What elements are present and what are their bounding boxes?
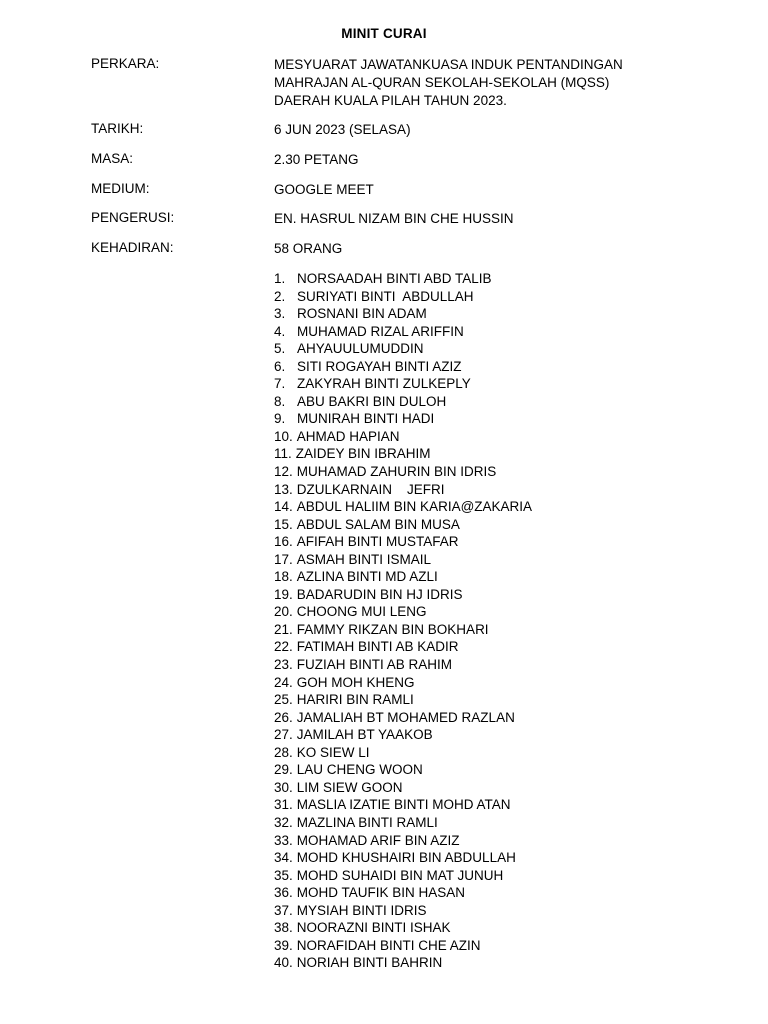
attendee-name: MOHD KHUSHAIRI BIN ABDULLAH bbox=[296, 850, 516, 866]
attendee-name: NOORAZNI BINTI ISHAK bbox=[296, 920, 451, 936]
attendee-number: 2. bbox=[274, 288, 286, 304]
list-item bbox=[274, 902, 532, 920]
attendee-number: 4. bbox=[274, 323, 286, 339]
attendee-name: NORIAH BINTI BAHRIN bbox=[296, 955, 443, 971]
attendee-number: 29. bbox=[274, 762, 293, 778]
attendee-name: ABDUL HALIIM BIN KARIA@ZAKARIA bbox=[296, 499, 533, 515]
attendee-number: 21. bbox=[274, 621, 293, 637]
attendee-number: 19. bbox=[274, 586, 293, 602]
attendee-name: FAMMY RIKZAN BIN BOKHARI bbox=[296, 621, 489, 637]
attendee-number: 11. bbox=[274, 446, 292, 462]
attendee-name: SITI ROGAYAH BINTI AZIZ bbox=[297, 358, 462, 374]
list-item bbox=[274, 849, 532, 867]
attendee-name: MASLIA IZATIE BINTI MOHD ATAN bbox=[296, 797, 511, 813]
attendee-number: 9. bbox=[274, 411, 286, 427]
attendee-name: MUNIRAH BINTI HADI bbox=[297, 411, 435, 427]
attendee-number: 33. bbox=[274, 832, 293, 848]
perkara-line-2: MAHRAJAN AL-QURAN SEKOLAH-SEKOLAH (MQSS) bbox=[274, 75, 610, 90]
list-item bbox=[274, 867, 532, 885]
attendee-name: GOH MOH KHENG bbox=[296, 674, 415, 690]
attendee-name: AZLINA BINTI MD AZLI bbox=[296, 569, 438, 585]
attendee-name: ABDUL SALAM BIN MUSA bbox=[296, 516, 460, 532]
field-value-pengerusi: EN. HASRUL NIZAM BIN CHE HUSSIN bbox=[274, 211, 514, 226]
list-item bbox=[274, 305, 532, 323]
attendee-name: JAMILAH BT YAAKOB bbox=[296, 727, 433, 743]
field-tarikh bbox=[91, 121, 711, 141]
field-value-kehadiran: 58 ORANG bbox=[274, 241, 343, 256]
attendee-name: MYSIAH BINTI IDRIS bbox=[296, 902, 427, 918]
attendee-name: AFIFAH BINTI MUSTAFAR bbox=[296, 534, 459, 550]
list-item bbox=[274, 832, 532, 850]
attendee-number: 22. bbox=[274, 639, 293, 655]
list-item bbox=[274, 551, 532, 569]
attendee-number: 20. bbox=[274, 604, 293, 620]
attendee-name: MAZLINA BINTI RAMLI bbox=[296, 814, 438, 830]
attendee-number: 1. bbox=[274, 271, 286, 286]
attendee-name: KO SIEW LI bbox=[296, 744, 370, 760]
attendee-name: DZULKARNAIN JEFRI bbox=[296, 481, 445, 497]
list-item bbox=[274, 621, 532, 639]
list-item bbox=[274, 445, 532, 463]
list-item bbox=[274, 428, 532, 446]
list-item bbox=[274, 638, 532, 656]
list-item bbox=[274, 656, 532, 674]
attendee-name: LAU CHENG WOON bbox=[296, 762, 423, 778]
attendee-number: 35. bbox=[274, 867, 293, 883]
attendee-number: 18. bbox=[274, 569, 293, 585]
attendee-name: BADARUDIN BIN HJ IDRIS bbox=[296, 586, 463, 602]
attendee-name: ROSNANI BIN ADAM bbox=[297, 306, 427, 322]
list-item bbox=[274, 709, 532, 727]
list-item bbox=[274, 393, 532, 411]
field-label-perkara: PERKARA: bbox=[91, 56, 160, 71]
attendee-number: 25. bbox=[274, 692, 293, 708]
field-medium bbox=[91, 181, 711, 201]
field-value-masa: 2.30 PETANG bbox=[274, 152, 359, 167]
field-label-tarikh: TARIKH: bbox=[91, 121, 144, 136]
field-label-medium: MEDIUM: bbox=[91, 181, 150, 196]
field-label-masa: MASA: bbox=[91, 151, 134, 166]
list-item bbox=[274, 358, 532, 376]
attendee-number: 10. bbox=[274, 428, 293, 444]
attendee-name: ZAKYRAH BINTI ZULKEPLY bbox=[297, 376, 471, 392]
list-item bbox=[274, 726, 532, 744]
list-item bbox=[274, 516, 532, 534]
list-item bbox=[274, 954, 532, 972]
attendee-number: 24. bbox=[274, 674, 293, 690]
attendee-number: 39. bbox=[274, 937, 293, 953]
attendee-name: NORSAADAH BINTI ABD TALIB bbox=[297, 271, 492, 286]
attendee-number: 40. bbox=[274, 955, 293, 971]
field-masa bbox=[91, 151, 711, 171]
attendee-name: SURIYATI BINTI ABDULLAH bbox=[297, 288, 474, 304]
attendee-name: ZAIDEY BIN IBRAHIM bbox=[295, 446, 431, 462]
attendee-name: AHMAD HAPIAN bbox=[296, 428, 400, 444]
attendee-number: 7. bbox=[274, 376, 286, 392]
attendee-name: FATIMAH BINTI AB KADIR bbox=[296, 639, 459, 655]
attendee-number: 13. bbox=[274, 481, 293, 497]
attendee-number: 38. bbox=[274, 920, 293, 936]
list-item bbox=[274, 674, 532, 692]
list-item bbox=[274, 323, 532, 341]
attendee-number: 5. bbox=[274, 341, 286, 357]
attendee-number: 27. bbox=[274, 727, 293, 743]
attendee-name: FUZIAH BINTI AB RAHIM bbox=[296, 657, 453, 673]
list-item bbox=[274, 603, 532, 621]
list-item bbox=[274, 463, 532, 481]
list-item bbox=[274, 919, 532, 937]
list-item bbox=[274, 533, 532, 551]
list-item bbox=[274, 375, 532, 393]
attendee-number: 31. bbox=[274, 797, 293, 813]
attendee-number: 17. bbox=[274, 551, 293, 567]
attendee-name: MUHAMAD RIZAL ARIFFIN bbox=[297, 323, 464, 339]
list-item bbox=[274, 270, 532, 288]
attendee-name: MUHAMAD ZAHURIN BIN IDRIS bbox=[296, 464, 497, 480]
attendee-number: 15. bbox=[274, 516, 293, 532]
perkara-line-1: MESYUARAT JAWATANKUASA INDUK PENTANDINGAN bbox=[274, 57, 623, 72]
field-value-medium: GOOGLE MEET bbox=[274, 182, 374, 197]
list-item bbox=[274, 796, 532, 814]
attendee-name: JAMALIAH BT MOHAMED RAZLAN bbox=[296, 709, 515, 725]
attendee-number: 16. bbox=[274, 534, 293, 550]
attendee-name: MOHAMAD ARIF BIN AZIZ bbox=[296, 832, 460, 848]
list-item bbox=[274, 691, 532, 709]
list-item bbox=[274, 340, 532, 358]
list-item bbox=[274, 481, 532, 499]
list-item bbox=[274, 498, 532, 516]
attendee-name: NORAFIDAH BINTI CHE AZIN bbox=[296, 937, 481, 953]
attendee-name: ASMAH BINTI ISMAIL bbox=[296, 551, 432, 567]
list-item bbox=[274, 410, 532, 428]
attendee-number: 12. bbox=[274, 464, 293, 480]
field-value-tarikh: 6 JUN 2023 (SELASA) bbox=[274, 122, 411, 137]
attendee-number: 36. bbox=[274, 885, 293, 901]
list-item bbox=[274, 814, 532, 832]
list-item bbox=[274, 288, 532, 306]
attendee-number: 30. bbox=[274, 779, 293, 795]
document-title: MINIT CURAI bbox=[341, 26, 427, 41]
attendee-name: LIM SIEW GOON bbox=[296, 779, 403, 795]
field-label-kehadiran: KEHADIRAN: bbox=[91, 240, 174, 255]
attendee-name: ABU BAKRI BIN DULOH bbox=[297, 393, 447, 409]
attendee-number: 34. bbox=[274, 850, 293, 866]
attendee-number: 37. bbox=[274, 902, 293, 918]
field-label-pengerusi: PENGERUSI: bbox=[91, 210, 175, 225]
field-perkara bbox=[91, 56, 711, 108]
list-item bbox=[274, 761, 532, 779]
attendee-number: 32. bbox=[274, 814, 293, 830]
attendee-name: MOHD SUHAIDI BIN MAT JUNUH bbox=[296, 867, 504, 883]
field-pengerusi bbox=[91, 210, 711, 230]
attendee-number: 23. bbox=[274, 657, 293, 673]
list-item bbox=[274, 937, 532, 955]
perkara-line-3: DAERAH KUALA PILAH TAHUN 2023. bbox=[274, 93, 507, 108]
attendee-list bbox=[274, 270, 532, 972]
attendee-number: 6. bbox=[274, 358, 286, 374]
attendee-name: MOHD TAUFIK BIN HASAN bbox=[296, 885, 466, 901]
list-item bbox=[274, 586, 532, 604]
list-item bbox=[274, 884, 532, 902]
attendee-name: CHOONG MUI LENG bbox=[296, 604, 427, 620]
attendee-name: AHYAUULUMUDDIN bbox=[297, 341, 424, 357]
attendee-number: 14. bbox=[274, 499, 293, 515]
attendee-number: 3. bbox=[274, 306, 286, 322]
attendee-name: HARIRI BIN RAMLI bbox=[296, 692, 414, 708]
field-kehadiran bbox=[91, 240, 711, 260]
attendee-number: 26. bbox=[274, 709, 293, 725]
list-item bbox=[274, 744, 532, 762]
list-item bbox=[274, 568, 532, 586]
attendee-number: 8. bbox=[274, 393, 286, 409]
field-value-perkara bbox=[274, 56, 623, 110]
attendee-number: 28. bbox=[274, 744, 293, 760]
list-item bbox=[274, 779, 532, 797]
